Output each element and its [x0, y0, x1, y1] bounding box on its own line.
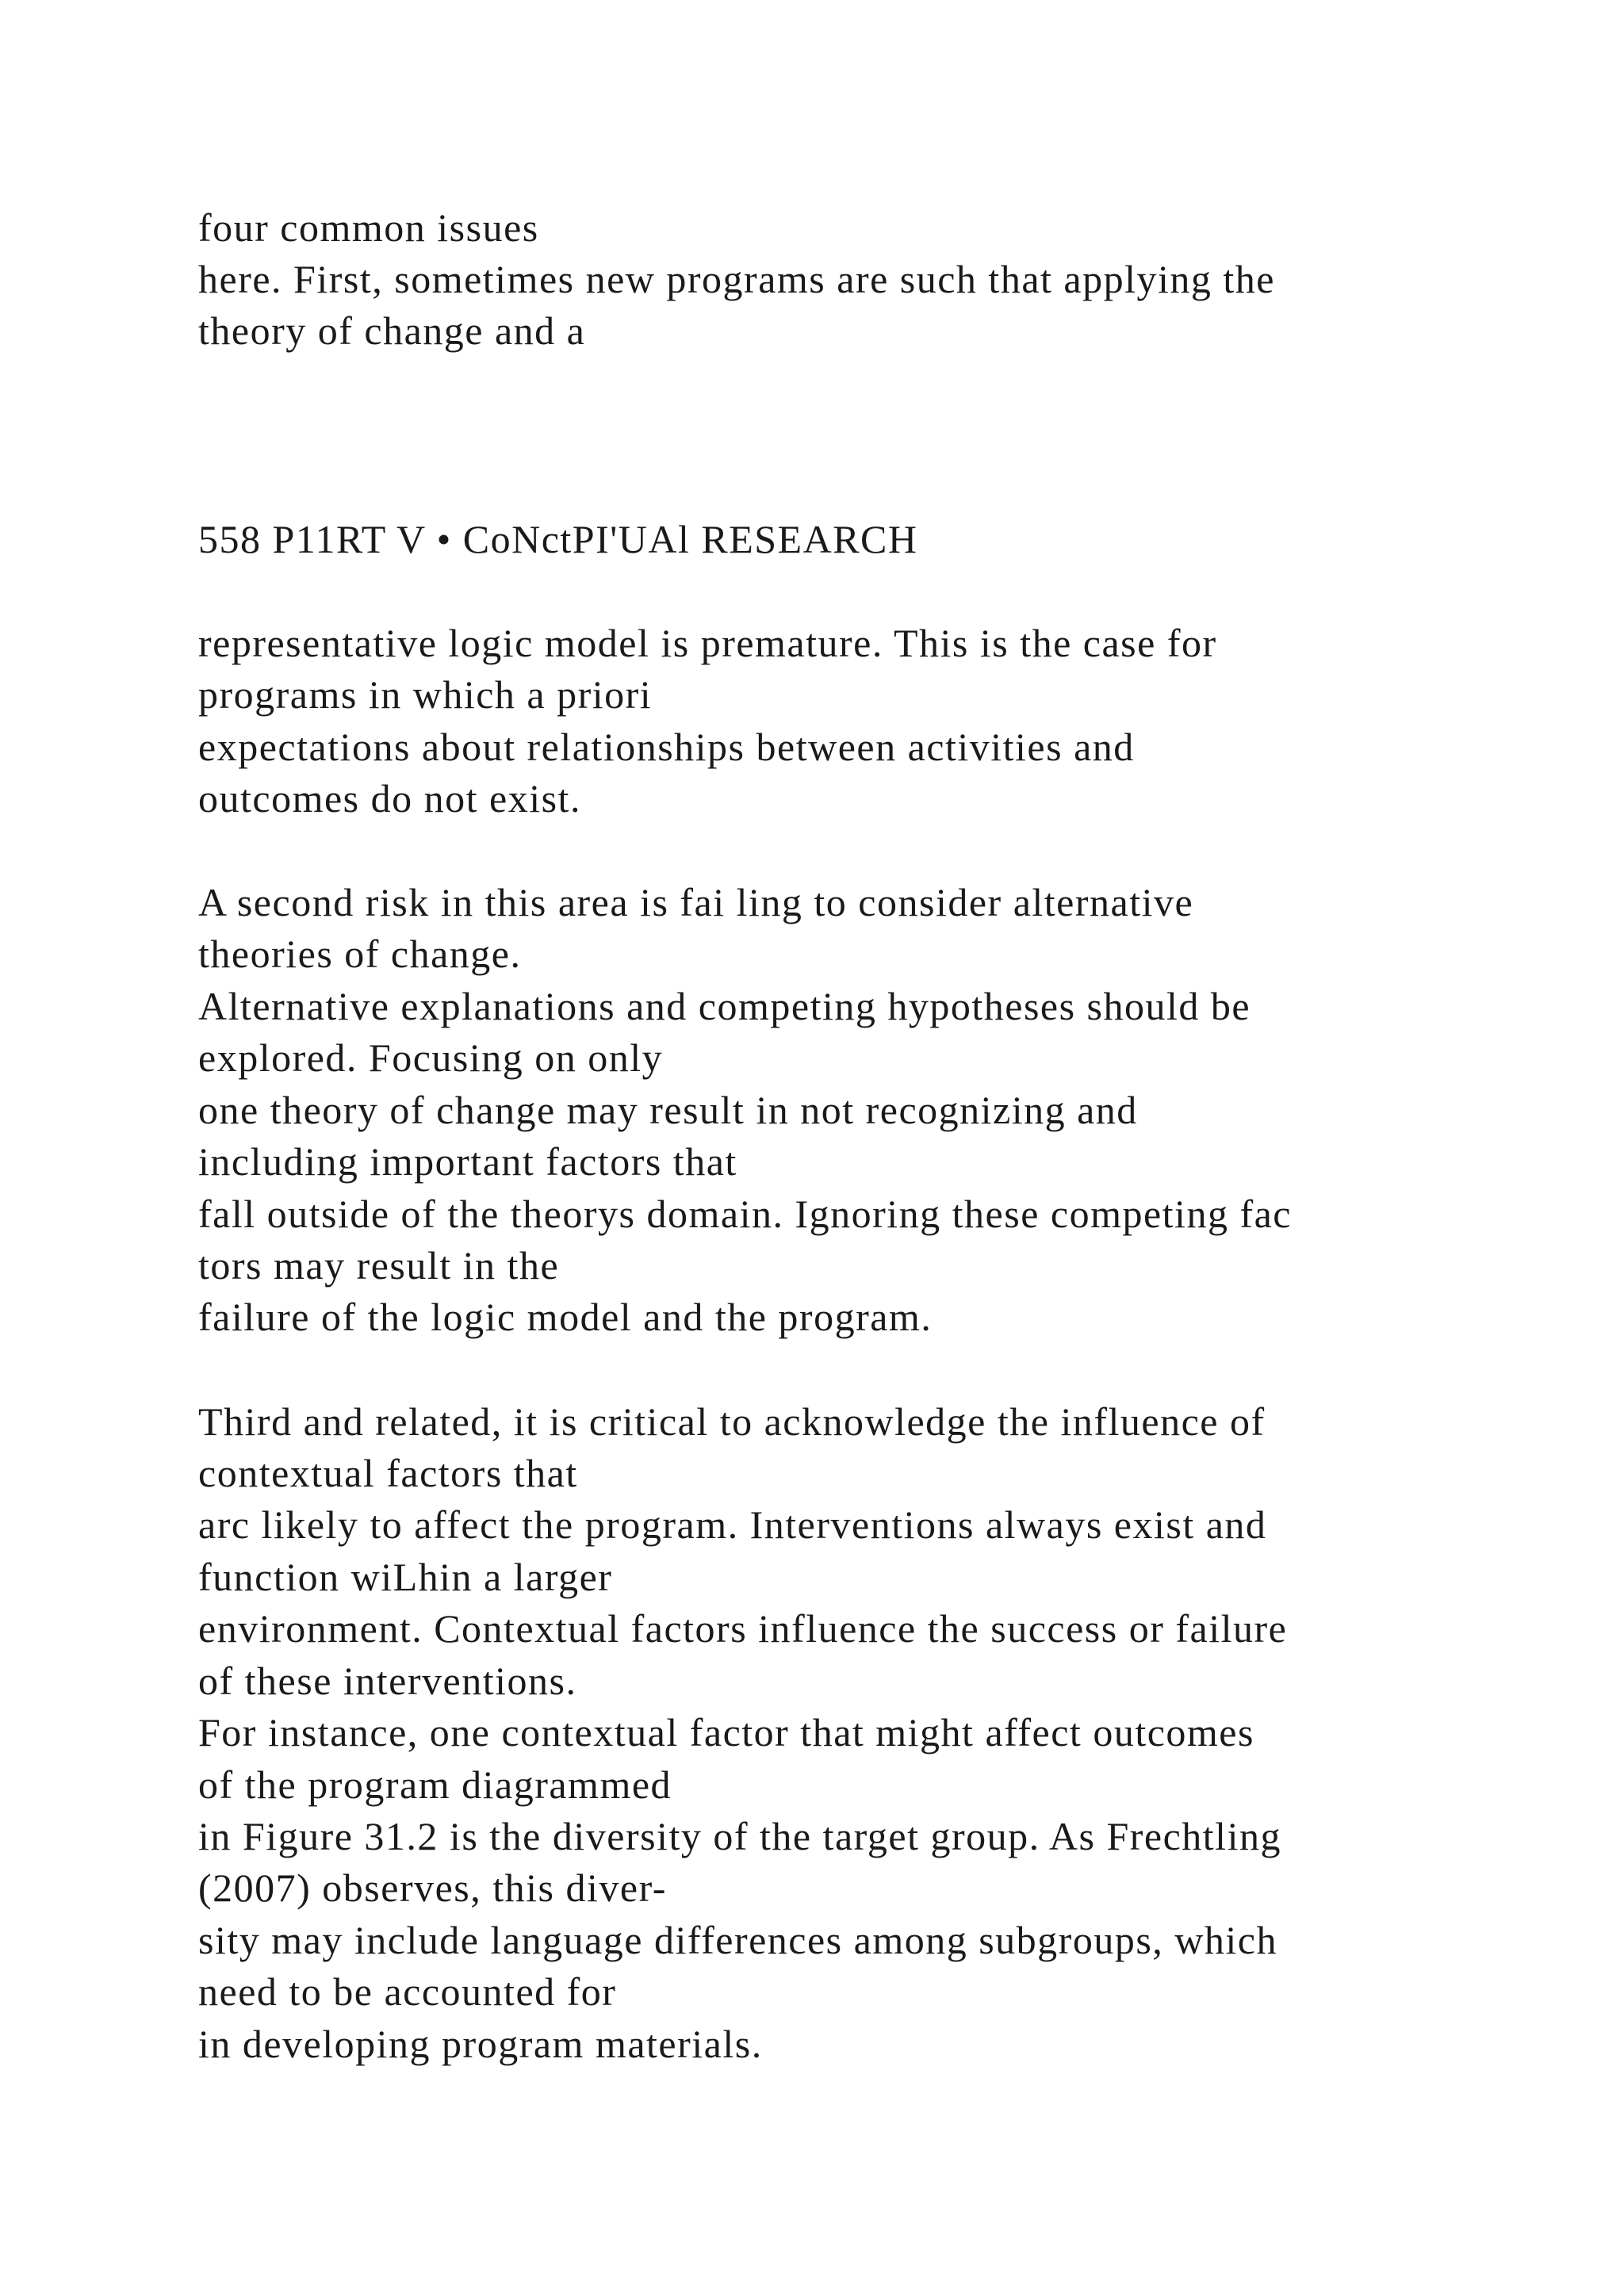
text-line: Alternative explanations and competing hypotheses should be	[198, 984, 1251, 1028]
text-line: For instance, one contextual factor that might affect outcomes	[198, 1710, 1254, 1755]
text-line: in developing program materials.	[198, 2022, 763, 2066]
text-line: explored. Focusing on only	[198, 1035, 664, 1080]
text-line: (2007) observes, this diver-	[198, 1866, 667, 1910]
text-line: Third and related, it is critical to acknowledge the influence of	[198, 1399, 1266, 1444]
text-line: in Figure 31.2 is the diversity of the target group. As Frechtling	[198, 1814, 1281, 1858]
text-line: theories of change.	[198, 932, 522, 976]
text-line: tors may result in the	[198, 1243, 560, 1288]
text-line: expectations about relationships between activities and	[198, 725, 1135, 769]
text-line: programs in which a priori	[198, 672, 653, 717]
text-line: function wiLhin a larger	[198, 1555, 613, 1599]
text-line: sity may include language differences among subgroups, which	[198, 1918, 1277, 1962]
text-line: environment. Contextual factors influence the success or failure	[198, 1606, 1288, 1651]
text-line: fall outside of the theorys domain. Ignoring these competing fac	[198, 1192, 1292, 1236]
text-line: four common issues	[198, 205, 539, 250]
text-line: of the program diagrammed	[198, 1762, 672, 1807]
text-line: representative logic model is premature. This is the case for	[198, 621, 1217, 665]
text-line: of these interventions.	[198, 1659, 577, 1703]
text-line: need to be accounted for	[198, 1969, 617, 2014]
text-line: one theory of change may result in not recognizing and	[198, 1088, 1138, 1132]
text-line: here. First, sometimes new programs are such that applying the	[198, 257, 1275, 301]
text-line: arc likely to affect the program. Interventions always exist and	[198, 1502, 1267, 1547]
running-header: 558 P11RT V • CoNctPI'UAl RESEARCH	[198, 517, 918, 561]
text-line: A second risk in this area is fai ling to consider alternative	[198, 880, 1194, 924]
text-line: contextual factors that	[198, 1451, 578, 1495]
text-line: theory of change and a	[198, 308, 586, 353]
text-line: failure of the logic model and the program.	[198, 1295, 933, 1339]
text-line: outcomes do not exist.	[198, 776, 581, 821]
text-line: including important factors that	[198, 1139, 737, 1184]
